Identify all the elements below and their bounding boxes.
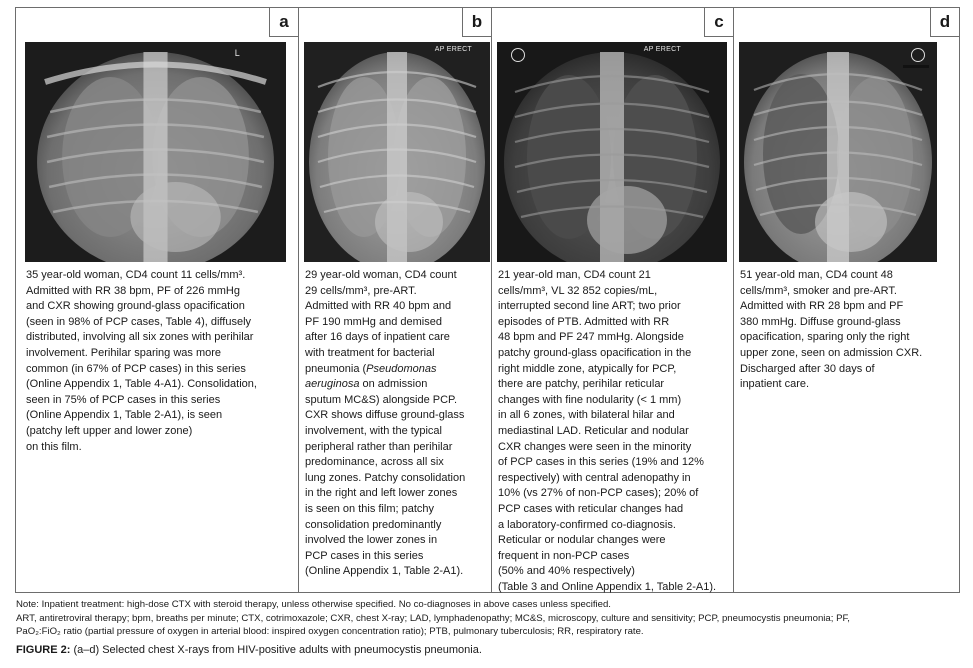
- abbreviations-line: ART, antiretroviral therapy; bpm, breaths per minute; CTX, cotrimoxazole; CXR, chest X-ray; LAD, lymphadenopathy; MC&S, microscopy, culture and sensitivity; PCP, pneumocystis pneumonia; PF,: [16, 612, 850, 624]
- panel-caption: 51 year-old man, CD4 count 48 cells/mm³, smoker and pre-ART. Admitted with RR 28 bpm and PF 380 mmHg. Diffuse ground-glass opacification, sparing only the right upper zone, seen on admission CXR. Discharged after 30 days of inpatient care.: [740, 269, 923, 391]
- chest-xray-image: [497, 42, 727, 262]
- figure-label: FIGURE 2:: [16, 644, 71, 656]
- figure-notes: [16, 598, 961, 639]
- figure-caption: [16, 644, 482, 656]
- panel-d: [734, 8, 959, 592]
- chest-xray-image: [304, 42, 490, 262]
- panel-caption: 35 year-old woman, CD4 count 11 cells/mm³. Admitted with RR 38 bpm, PF of 226 mmHg and CXR showing ground-glass opacification (seen in 98% of PCP cases, Table 4), diffusely distributed, involving all six zones with perihilar involvement. Perihilar sparing was more common (in 67% of PCP cases) in this series (Online Appendix 1, Table 4-A1). Consolidation, seen in 75% of PCP cases in this series (Online Appendix 1, Table 2-A1), is seen (patchy left upper and lower zone) on this film.: [26, 269, 257, 453]
- figure-panels: [15, 7, 960, 593]
- panel-c: [492, 8, 734, 592]
- panel-b: [299, 8, 492, 592]
- panel-a: [16, 8, 299, 592]
- panel-caption: 29 year-old woman, CD4 count 29 cells/mm³, pre-ART. Admitted with RR 40 bpm and PF 190 mmHg and demised after 16 days of inpatient care with treatment for bacterial pneumonia (Pseudomonas aeruginosa on admission sputum MC&S) alongside PCP. CXR shows diffuse ground-glass involvement, with the typical peripheral rather than perihilar predominance, across all six lung zones. Patchy consolidation in the right and left lower zones is seen on this film; patchy consolidation predominantly involved the lower zones in PCP cases in this series (Online Appendix 1, Table 2-A1).: [305, 269, 466, 578]
- abbreviations-line: PaO₂:FiO₂ ratio (partial pressure of oxygen in arterial blood: inspired oxygen concentration ratio); PTB, pulmonary tuberculosis; RR, respiratory rate.: [16, 626, 644, 638]
- panel-letter: c: [704, 8, 733, 37]
- panel-letter: b: [462, 8, 491, 37]
- panel-letter: a: [269, 8, 298, 37]
- projection-marker: AP ERECT: [643, 46, 681, 53]
- side-marker: L: [234, 48, 240, 58]
- figure-caption-text: (a–d) Selected chest X-rays from HIV-positive adults with pneumocystis pneumonia.: [70, 644, 482, 656]
- scale-bar: [903, 65, 929, 68]
- chest-xray-image: [25, 42, 286, 262]
- side-marker: [511, 48, 525, 62]
- panel-caption: 21 year-old man, CD4 count 21 cells/mm³, VL 32 852 copies/mL, interrupted second line ART; two prior episodes of PTB. Admitted with RR 48 bpm and PF 247 mmHg. Alongside patchy ground-glass opacification in the right middle zone, atypically for PCP, there are patchy, perihilar reticular changes with fine nodularity (< 1 mm) in all 6 zones, with bilateral hilar and mediastinal LAD. Reticular and nodular CXR changes were seen in the minority of PCP cases in this series (19% and 12% respectively) with central adenopathy in 10% (vs 27% of non-PCP cases); 20% of PCP cases with reticular changes had a laboratory-confirmed co-diagnosis. Reticular or nodular changes were frequent in non-PCP cases (50% and 40% respectively) (Table 3 and Online Appendix 1, Table 2-A1).: [498, 269, 717, 593]
- panel-letter: d: [930, 8, 959, 37]
- projection-marker: AP ERECT: [434, 46, 472, 53]
- chest-xray-image: [739, 42, 937, 262]
- note-line: Note: Inpatient treatment: high-dose CTX with steroid therapy, unless otherwise specified. No co-diagnoses in above cases unless specified.: [16, 599, 611, 610]
- side-marker: [911, 48, 925, 62]
